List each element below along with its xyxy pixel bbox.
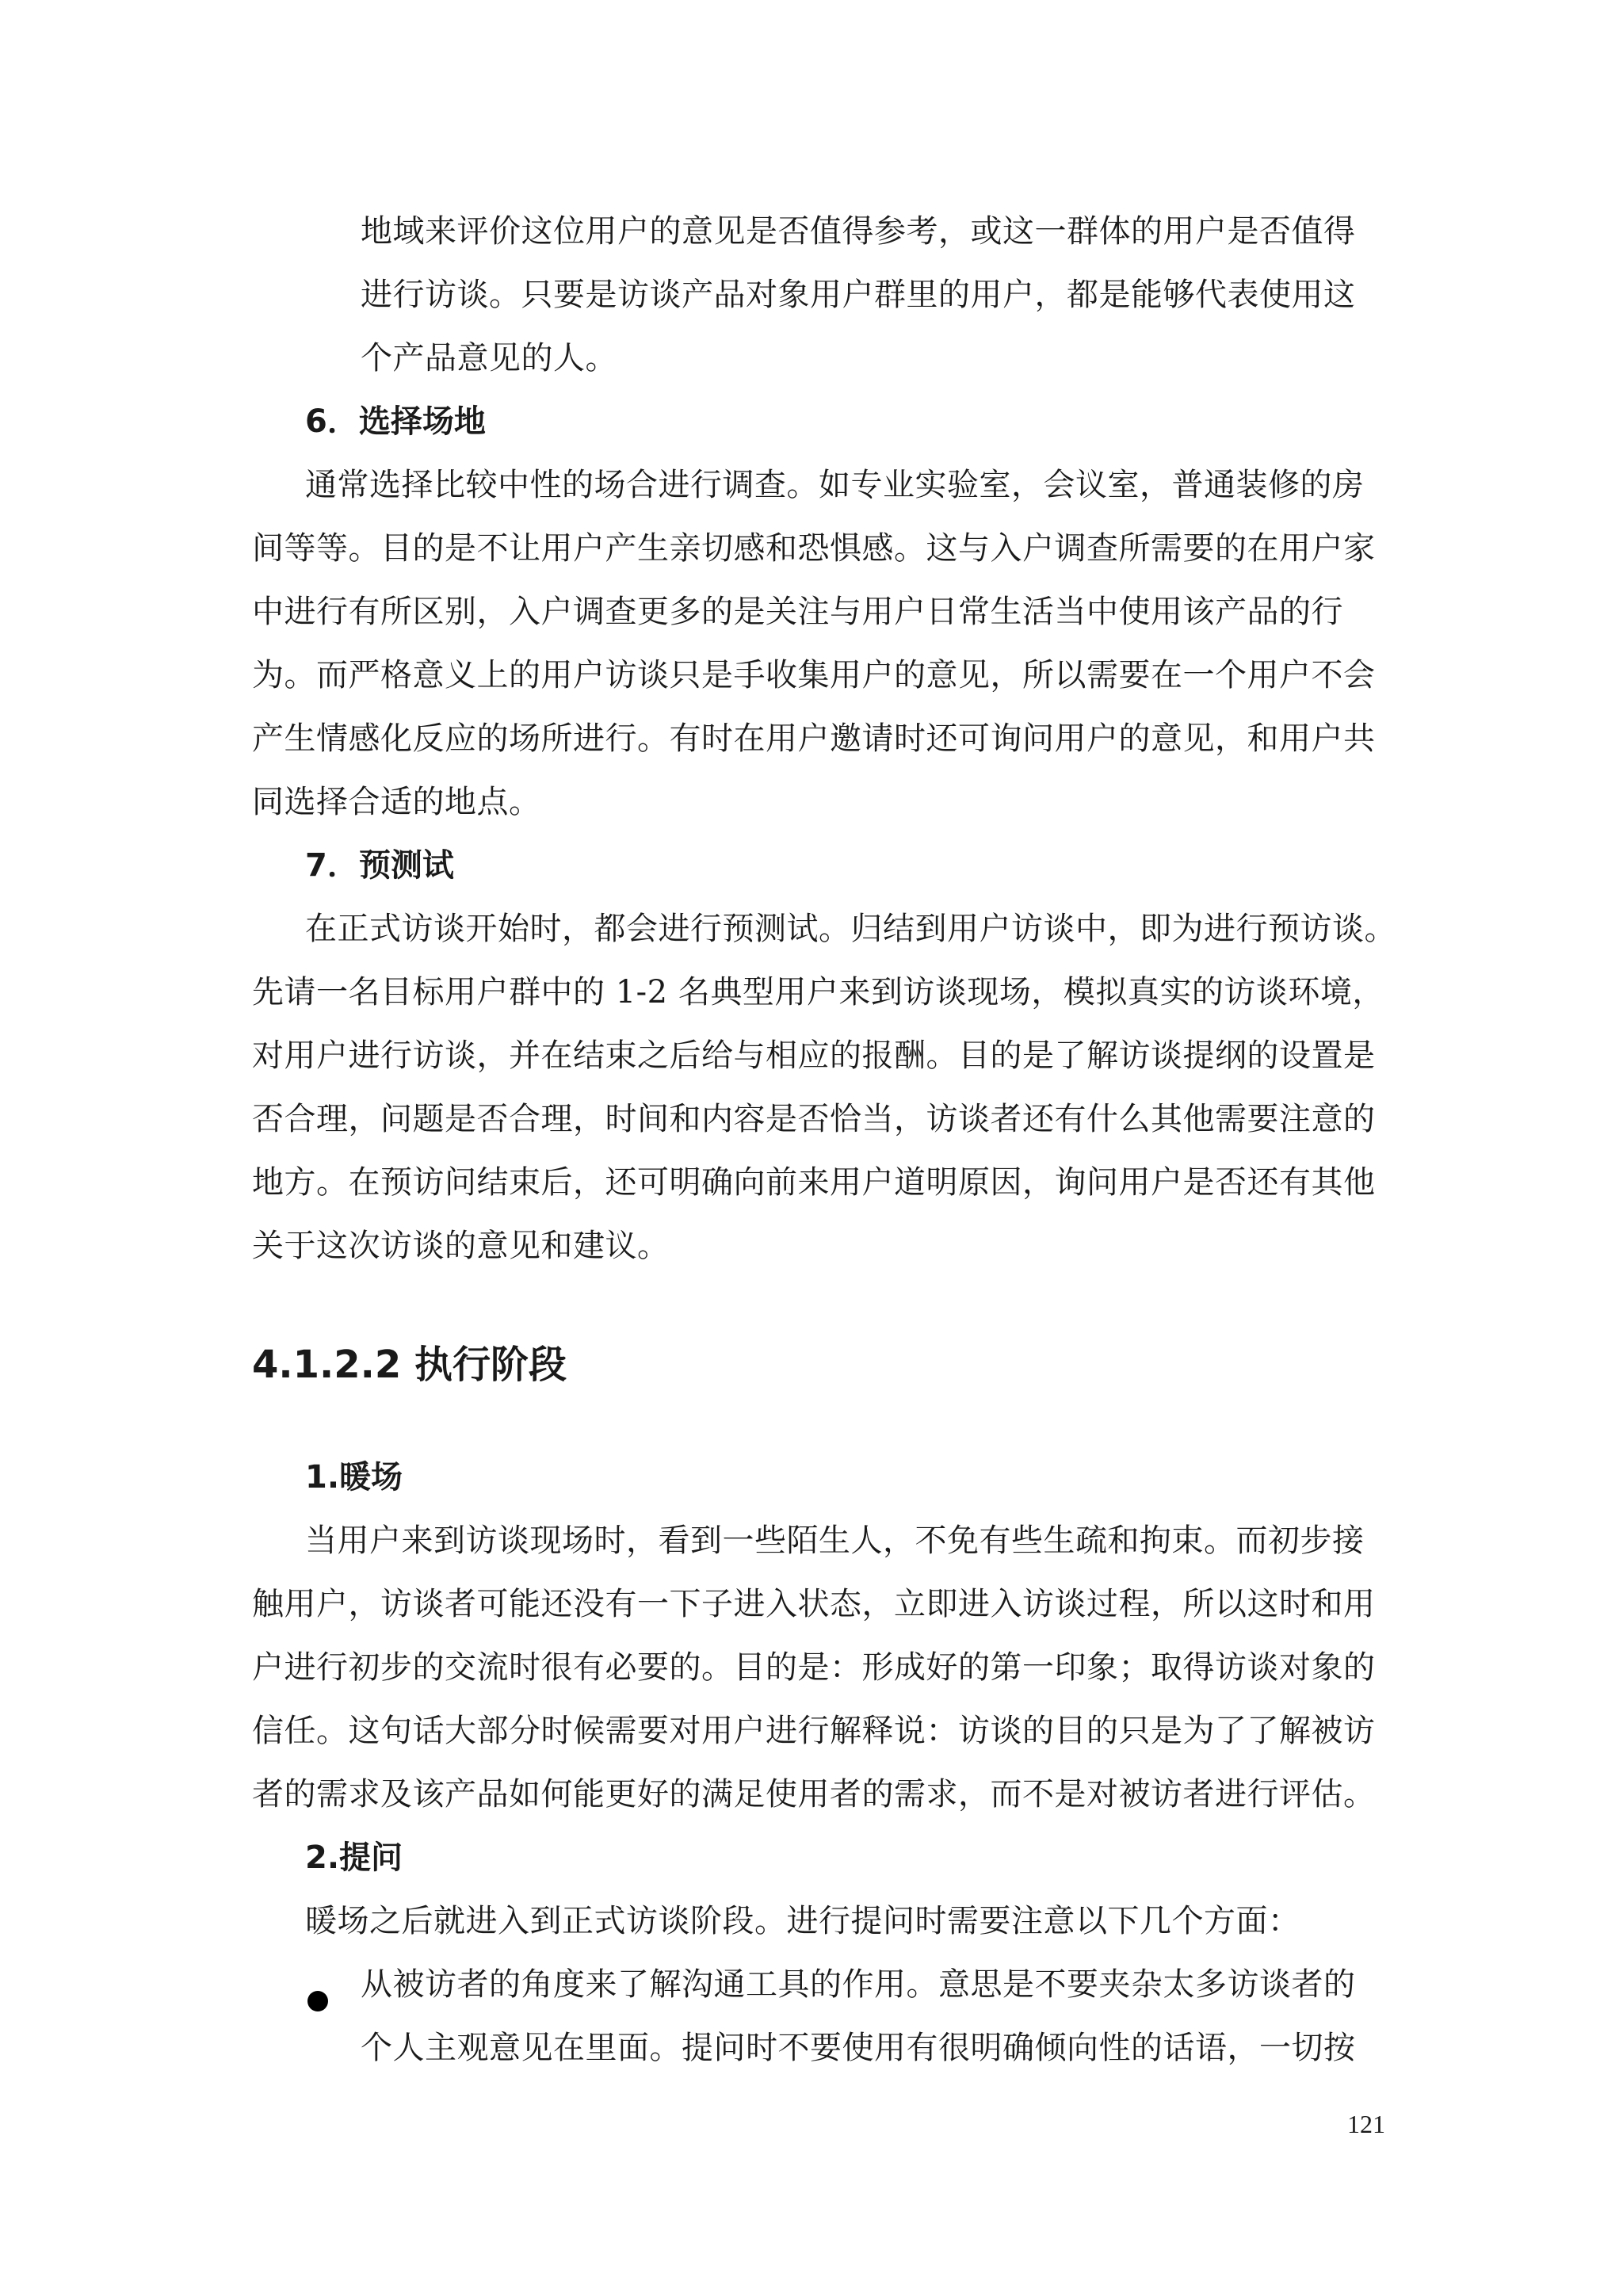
section-6-line-4: 为。而严格意义上的用户访谈只是手收集用户的意见，所以需要在一个用户不会 (252, 657, 1376, 693)
intro-line-3: 个产品意见的人。 (361, 340, 617, 376)
intro-line-2: 进行访谈。只要是访谈产品对象用户群里的用户，都是能够代表使用这 (361, 277, 1356, 313)
bullet-icon (307, 1991, 328, 2011)
step-1-line-4: 信任。这句话大部分时候需要对用户进行解释说：访谈的目的只是为了了解被访 (252, 1713, 1376, 1749)
section-7-line-2: 先请一名目标用户群中的 1-2 名典型用户来到访谈现场，模拟真实的访谈环境， (252, 974, 1384, 1010)
section-6-line-1: 通常选择比较中性的场合进行调查。如专业实验室，会议室，普通装修的房 (305, 467, 1365, 503)
section-7-heading: 7．预测试 (305, 847, 454, 884)
step-1-line-3: 户进行初步的交流时很有必要的。目的是：形成好的第一印象；取得访谈对象的 (252, 1649, 1376, 1686)
step-2-bullet-line-2: 个人主观意见在里面。提问时不要使用有很明确倾向性的话语，一切按 (361, 2030, 1356, 2066)
intro-line-1: 地域来评价这位用户的意见是否值得参考，或这一群体的用户是否值得 (361, 213, 1356, 250)
step-1-line-2: 触用户，访谈者可能还没有一下子进入状态，立即进入访谈过程，所以这时和用 (252, 1586, 1376, 1622)
step-1-line-5: 者的需求及该产品如何能更好的满足使用者的需求，而不是对被访者进行评估。 (252, 1776, 1376, 1813)
step-1-heading: 1.暖场 (305, 1459, 403, 1496)
step-2-intro: 暖场之后就进入到正式访谈阶段。进行提问时需要注意以下几个方面： (305, 1903, 1300, 1939)
section-6-heading: 6．选择场地 (305, 403, 486, 440)
section-7-line-5: 地方。在预访问结束后，还可明确向前来用户道明原因，询问用户是否还有其他 (252, 1164, 1376, 1201)
step-1-line-1: 当用户来到访谈现场时，看到一些陌生人，不免有些生疏和拘束。而初步接 (305, 1522, 1365, 1559)
section-6-line-5: 产生情感化反应的场所进行。有时在用户邀请时还可询问用户的意见，和用户共 (252, 720, 1376, 757)
section-6-line-2: 间等等。目的是不让用户产生亲切感和恐惧感。这与入户调查所需要的在用户家 (252, 530, 1376, 567)
section-7-line-3: 对用户进行访谈，并在结束之后给与相应的报酬。目的是了解访谈提纲的设置是 (252, 1037, 1376, 1074)
step-2-heading: 2.提问 (305, 1839, 403, 1876)
section-6-line-6: 同选择合适的地点。 (252, 784, 541, 820)
section-7-line-6: 关于这次访谈的意见和建议。 (252, 1228, 670, 1264)
step-2-bullet-line-1: 从被访者的角度来了解沟通工具的作用。意思是不要夹杂太多访谈者的 (361, 1966, 1356, 2003)
section-4122-heading: 4.1.2.2 执行阶段 (252, 1343, 567, 1387)
page-number: 121 (1347, 2110, 1385, 2138)
section-7-line-1: 在正式访谈开始时，都会进行预测试。归结到用户访谈中，即为进行预访谈。 (305, 911, 1396, 947)
section-7-line-4: 否合理，问题是否合理，时间和内容是否恰当，访谈者还有什么其他需要注意的 (252, 1101, 1376, 1137)
section-6-line-3: 中进行有所区别，入户调查更多的是关注与用户日常生活当中使用该产品的行 (252, 594, 1343, 630)
